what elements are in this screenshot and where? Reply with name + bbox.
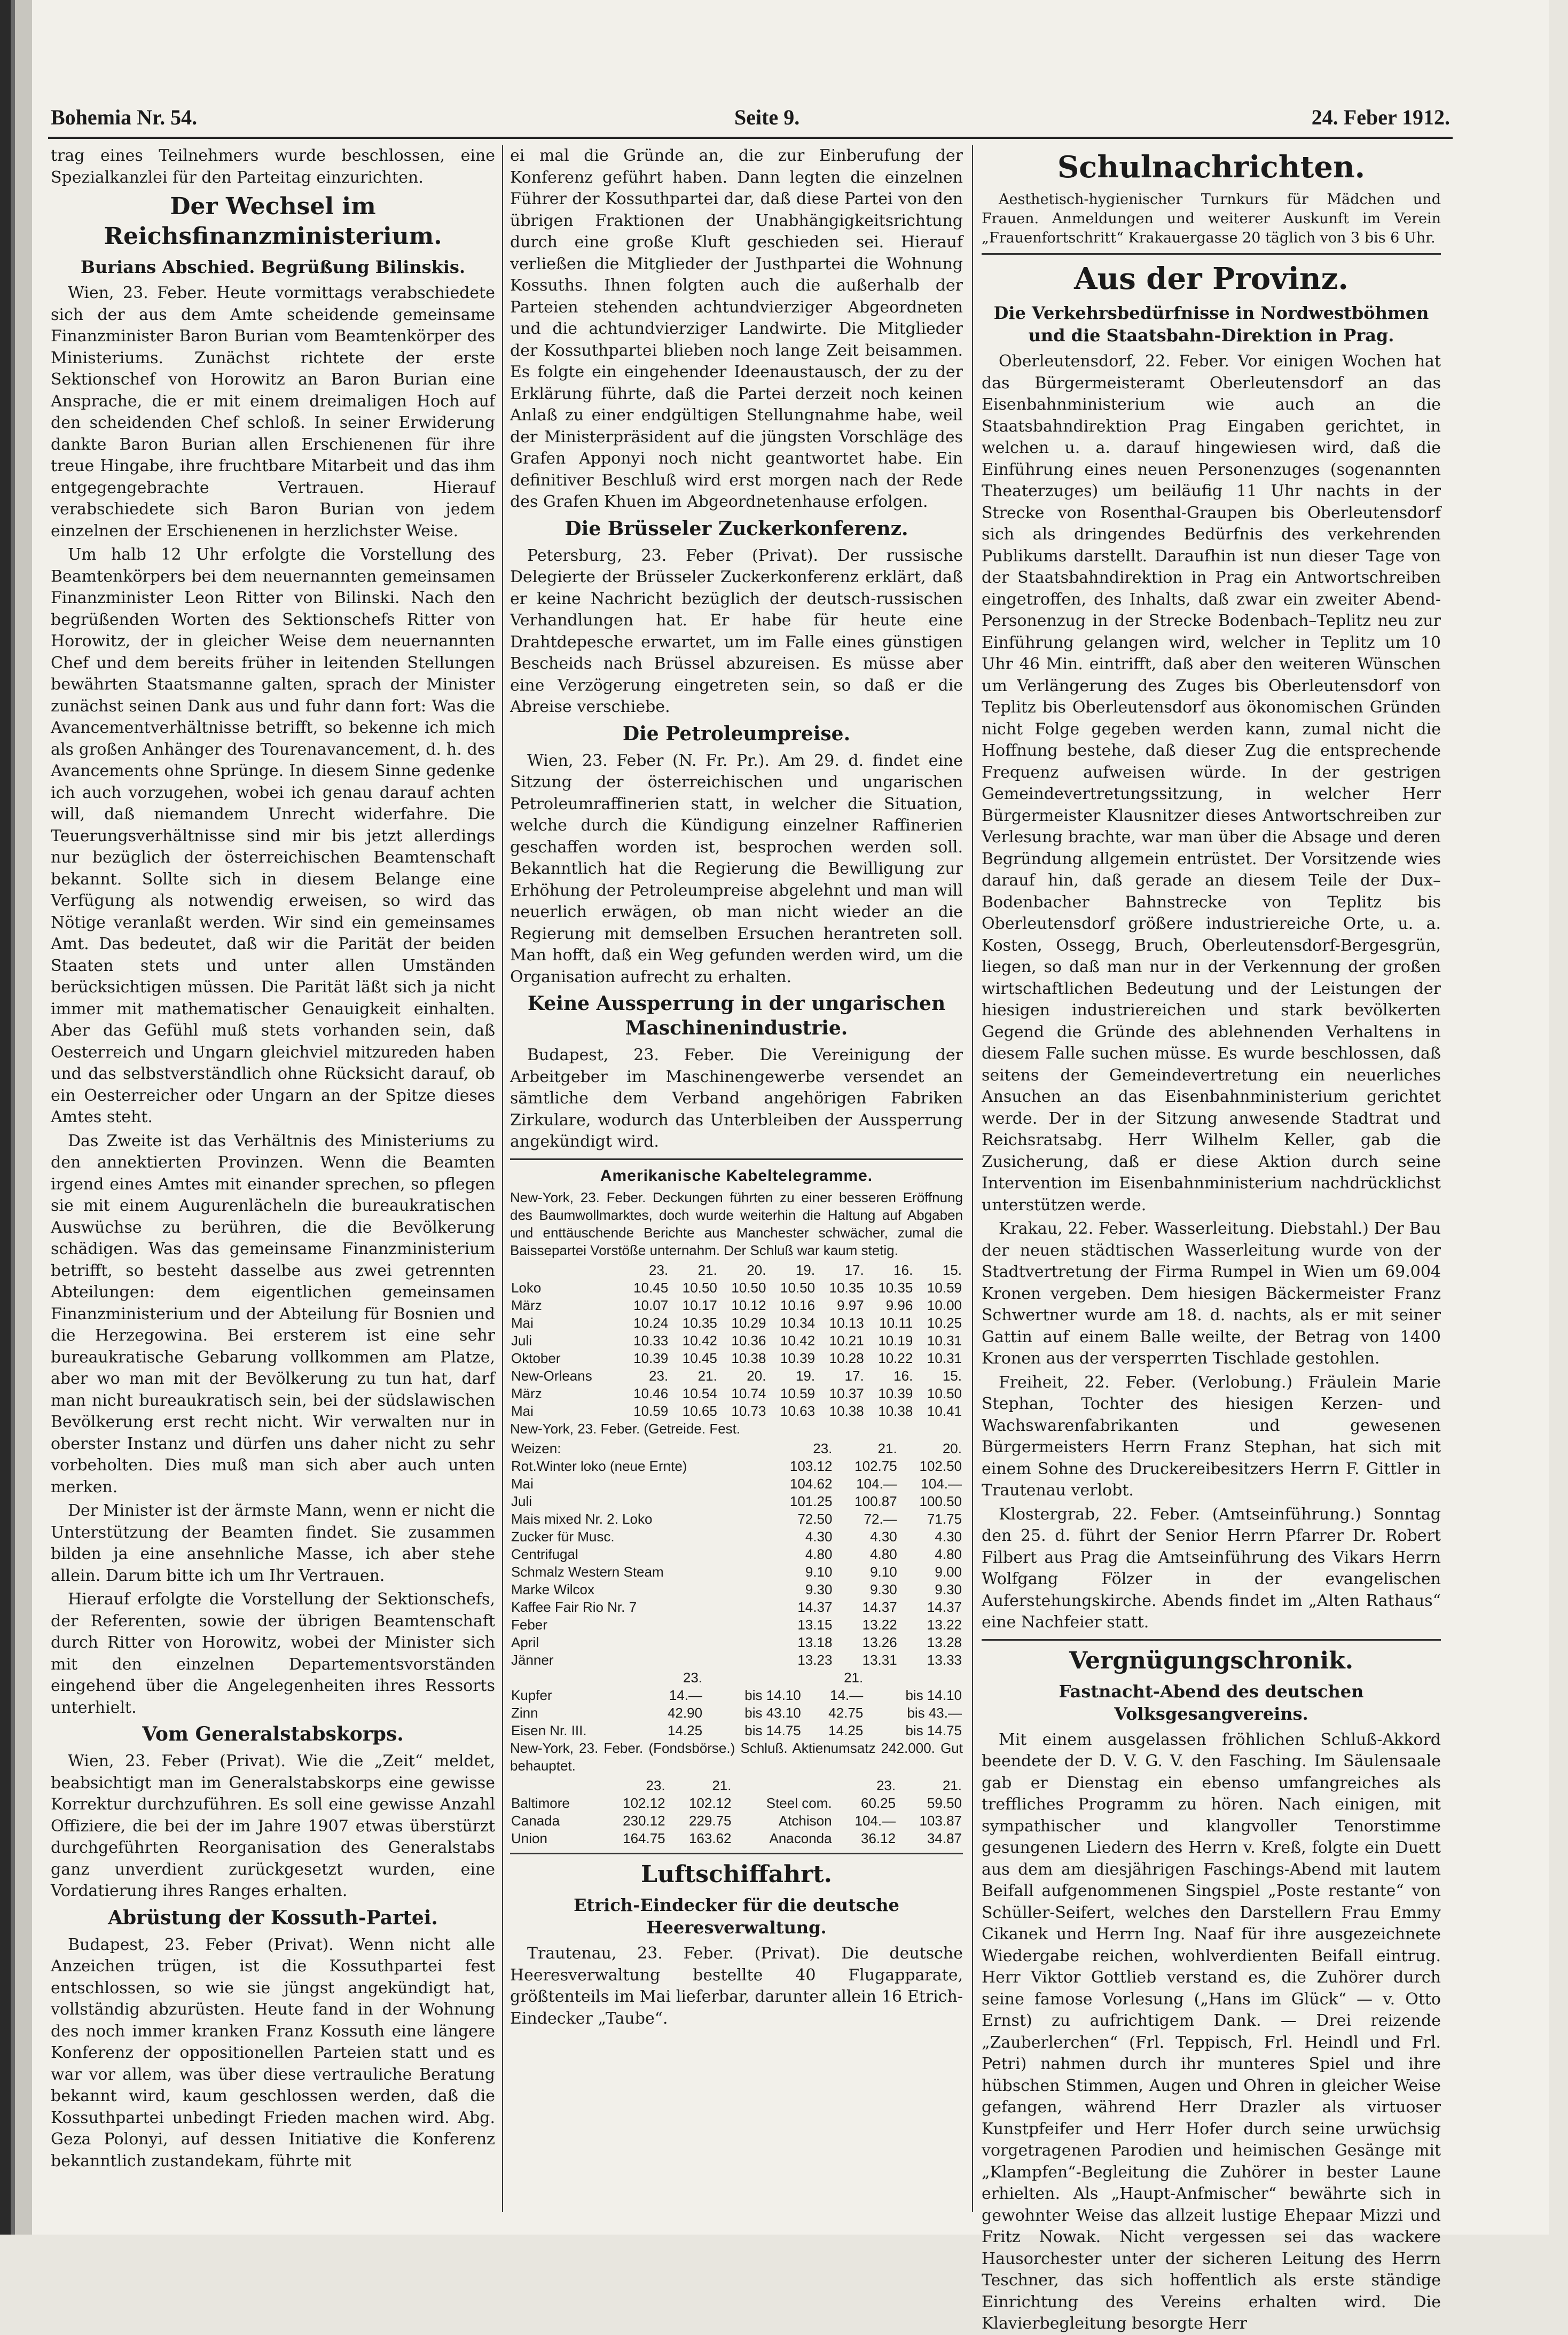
- table-cell: 10.59: [927, 1280, 962, 1296]
- table-cell: 10.45: [633, 1280, 669, 1296]
- paragraph: Das Zweite ist das Verhältnis des Ministeriums zu den annektierten Provinzen. Wenn die Beamten irgend eines Amtes mit einander sprechen, so pflegen sie mit einem Augurenlächeln die bureaukratischen Auswüchse zu berühren, die die Bevölkerung schädigen. Was das gemeinsame Finanzministerium betrifft, so besteht dasselbe aus zwei getrennten Abteilungen: dem eigentlichen gemeinsamen Finanzministerium und der Abteilung für Bosnien und die Herzegowina. Bei ersterem ist eine sehr bureaukratische Gebarung vollkommen am Platze, aber wo man mit der Bevölkerung zu tun hat, darf man nicht bureaukratisch sein, bei der südslawischen Bevölkerung erst recht nicht. Wir verwalten nur in oberster Instanz und dürfen uns daher nicht zu sehr vorbeholten. Dies muß man sich aber auch unten merken.: [51, 1131, 495, 1496]
- table-cell: Schmalz Western Steam: [511, 1564, 664, 1580]
- table-cell: Mai: [511, 1476, 534, 1492]
- table-row: [510, 1795, 963, 1812]
- table-cell: 10.46: [633, 1385, 669, 1401]
- paragraph: Aesthetisch-hygienischer Turnkurs für Mädchen und Frauen. Anmeldungen und weiterer Auskunft im Verein „Frauenfortschritt“ Krakauergasse 20 täglich von 3 bis 6 Uhr.: [982, 191, 1441, 246]
- table-header-cell: [510, 1261, 621, 1279]
- table-row: [510, 1563, 963, 1581]
- table-cell: März: [511, 1297, 542, 1313]
- table-row: [510, 1493, 963, 1510]
- table-cell: 10.24: [633, 1315, 669, 1331]
- table-header-cell: 15.: [942, 1262, 962, 1278]
- table-cell: 10.38: [731, 1350, 766, 1366]
- table-cell: Mais mixed Nr. 2. Loko: [511, 1511, 653, 1527]
- table-row: [510, 1830, 963, 1847]
- table-cell: 9.10: [870, 1564, 897, 1580]
- table-cell: 14.37: [862, 1599, 897, 1615]
- table-header-cell: 23.: [683, 1670, 703, 1686]
- table-cell: 9.97: [837, 1297, 864, 1313]
- table-header-cell: 23.: [876, 1777, 896, 1793]
- table-cell: Centrifugal: [511, 1546, 578, 1562]
- table-row: [510, 1367, 963, 1385]
- paragraph: Hierauf erfolgte die Vorstellung der Sektionschefs, der Referenten, sowie der übrigen Beamtenschaft durch Ritter von Horowitz, wobei der Minister sich mit den einzelnen Departementsvorständen eingehend über die Angelegenheiten ihres Ressorts unterhielt.: [51, 1590, 495, 1717]
- table-cell: 72.—: [864, 1511, 897, 1527]
- header-rule: [48, 137, 1453, 139]
- table-cell: 10.39: [878, 1385, 913, 1401]
- table-cell: 10.50: [682, 1280, 717, 1296]
- paragraph: Krakau, 22. Feber. Wasserleitung. Diebstahl.) Der Bau der neuen städtischen Wasserleitung wurde von der Stadtvertretung der Firma Rumpel in Wien um 69.004 Kronen vergeben. Dem hiesigen Bäckermeister Franz Schwertner wurde am 18. d. nachts, als er mit seiner Gattin auf einem Balle weilte, der Betrag von 1400 Kronen aus der versperrten Tischlade gestohlen.: [982, 1219, 1441, 1368]
- table-cell: Atchison: [778, 1813, 832, 1829]
- table-cell: 10.25: [927, 1315, 962, 1331]
- table-cell: 14.37: [927, 1599, 962, 1615]
- table-cell: Feber: [511, 1617, 547, 1633]
- table-cell: 10.74: [731, 1385, 766, 1401]
- table-cell: 10.21: [829, 1333, 864, 1349]
- table-cell: 14.—: [830, 1687, 864, 1703]
- table-cell: 103.87: [919, 1813, 962, 1829]
- table-row: [510, 1402, 963, 1420]
- table-cell: 10.59: [780, 1385, 816, 1401]
- paragraph: Um halb 12 Uhr erfolgte die Vorstellung des Beamtenkörpers bei dem neuernannten gemeinsamen Finanzminister Leon Ritter von Bilinski. Nach den begrüßenden Worten des Sektionschefs Ritter von Horowitz, der in gleicher Weise dem neuernannten Chef und dem bereits früher in leitenden Stellungen bewährten Staatsmanne galten, sprach der Minister zunächst seinen Dank aus und fuhr dann fort: Was die Avancementverhältnisse betrifft, so bekenne ich mich als großen Anhänger des Tourenavancement, d. h. des Avancements ohne Sprünge. In diesem Sinne gedenke ich auch vorzugehen, wobei ich genau darauf achten will, daß niemandem Unrecht widerfahre. Die Teuerungsverhältnisse sind mir bis jetzt allerdings nur bezüglich der österreichischen Beamtenschaft bekannt. Sollte sich in diesem Belange eine Verfügung als notwendig erweisen, so wird das Nötige veranlaßt werden. Wir sind ein gemeinsames Amt. Das bedeutet, daß wir die Parität der beiden Staaten stets und unter allen Umständen berücksichtigen müssen. Die Parität läßt sich ja nicht immer mit mathematischer Genauigkeit einhalten. Aber das Gefühl muß stets vorhanden sein, daß Oesterreich und Ungarn gleichviel mitzureden haben und das selbstverständlich ohne Rücksicht darauf, ob ein Oesterreicher oder Ungarn an der Spitze dieses Amtes steht.: [51, 545, 495, 1126]
- table-header-cell: [510, 1777, 600, 1795]
- table-cell: 104.—: [856, 1476, 897, 1492]
- table-cell: 10.50: [731, 1280, 766, 1296]
- table-row: [510, 1528, 963, 1546]
- table-row: [510, 1599, 963, 1616]
- paragraph: Petersburg, 23. Feber (Privat). Der russische Delegierte der Brüsseler Zuckerkonferenz erklärt, daß er keine Nachricht bezüglich der deutsch-russischen Verhandlungen hat. Er habe für heute eine Drahtdepesche erwartet, um im Falle eines günstigen Bescheids nach Brüssel abzureisen. Es müsse aber eine Verzögerung eingetreten sein, so daß er die Abreise verschiebe.: [510, 546, 963, 716]
- paragraph: Wien, 23. Feber (N. Fr. Pr.). Am 29. d. findet eine Sitzung der österreichischen und ungarischen Petroleumraffinerien statt, in welcher die Situation, welche durch die Kündigung einzelner Raffinerien geschaffen worden ist, besprochen werden soll. Bekanntlich hat die Regierung die Bewilligung zur Erhöhung der Petroleumpreise abgelehnt und man will neuerlich erwägen, ob man nicht wieder an die Regierung mit demselben Ersuchen herantreten soll. Man hofft, daß ein Weg gefunden werden wird, um die Organisation aufrecht zu erhalten.: [510, 751, 963, 986]
- table-cell: bis 43.10: [744, 1705, 801, 1721]
- table-cell: 10.33: [633, 1333, 669, 1349]
- table-cell: Marke Wilcox: [511, 1581, 595, 1597]
- subheadline: Etrich-Eindecker für die deutsche Heeresverwaltung.: [574, 1895, 899, 1938]
- table-cell: 10.35: [829, 1280, 864, 1296]
- table-cell: 104.—: [854, 1813, 896, 1829]
- table-cell: 15.: [942, 1368, 962, 1384]
- table-cell: 42.75: [828, 1705, 864, 1721]
- table-header-cell: 23.: [649, 1262, 669, 1278]
- table-cell: 10.50: [927, 1385, 962, 1401]
- subheadline: Fastnacht-Abend des deutschen Volksgesangvereins.: [1059, 1681, 1364, 1724]
- table-cell: 10.65: [682, 1403, 717, 1419]
- stock-report-heading: New-York, 23. Feber. (Fondsbörse.) Schluß. Aktienumsatz 242.000. Gut behauptet.: [510, 1740, 963, 1774]
- headline-finance-ministry: Der Wechsel im Reichsfinanzministerium.: [104, 193, 442, 250]
- table-cell: 4.80: [870, 1546, 897, 1562]
- table-cell: 10.45: [682, 1350, 717, 1366]
- table-cell: 4.80: [805, 1546, 833, 1562]
- table-cell: Steel com.: [766, 1795, 832, 1811]
- table-cell: Baltimore: [511, 1795, 570, 1811]
- table-row: [510, 1510, 963, 1528]
- table-cell: Kupfer: [511, 1687, 552, 1703]
- table-cell: Oktober: [511, 1350, 561, 1366]
- table-row: [510, 1634, 963, 1651]
- table-cell: Mai: [511, 1403, 534, 1419]
- table-cell: 10.00: [927, 1297, 962, 1313]
- table-cell: 13.15: [797, 1617, 833, 1633]
- table-cell: 10.39: [780, 1350, 816, 1366]
- headline-aviation: Luftschiffahrt.: [641, 1861, 832, 1888]
- column-divider: [502, 145, 503, 2212]
- table-cell: 10.41: [927, 1403, 962, 1419]
- headline-entertainment: Vergnügungschronik.: [1069, 1647, 1354, 1674]
- table-cell: 34.87: [927, 1830, 962, 1846]
- section-rule: [510, 1853, 963, 1854]
- table-cell: 163.62: [688, 1830, 732, 1846]
- table-row: [510, 1546, 963, 1563]
- section-rule: [982, 253, 1441, 255]
- paragraph: Budapest, 23. Feber (Privat). Wenn nicht alle Anzeichen trügen, ist die Kossuthpartei fest entschlossen, so wie sie jüngst angekündigt hat, vollständig abzurüsten. Heute fand in der Wohnung des noch immer kranken Franz Kossuth eine längere Konferenz der oppositionellen Parteien statt und es war vor allem, was über diese vertrauliche Beratung bekannt wird, kaum geschlossen werden, daß die Kossuthpartei unbedingt Frieden machen wird. Abg. Geza Polonyi, auf dessen Initiative die Konferenz bekanntlich zustandekam, führte mit: [51, 1935, 495, 2171]
- table-cell: Kaffee Fair Rio Nr. 7: [511, 1599, 637, 1615]
- table-cell: 104.62: [789, 1476, 833, 1492]
- table-cell: 23.: [649, 1368, 669, 1384]
- table-cell: 10.13: [829, 1315, 864, 1331]
- column-3: [982, 145, 1441, 2333]
- table-cell: März: [511, 1385, 542, 1401]
- table-cell: 10.35: [878, 1280, 913, 1296]
- table-cell: 9.30: [935, 1581, 962, 1597]
- table-cell: 4.80: [935, 1546, 962, 1562]
- table-header-cell: [510, 1669, 641, 1687]
- table-cell: 102.50: [919, 1458, 962, 1474]
- table-row: [510, 1704, 963, 1722]
- table-cell: 164.75: [623, 1830, 665, 1846]
- headline-petroleum-prices: Die Petroleumpreise.: [622, 722, 851, 745]
- headline-machine-industry: Keine Aussperrung in der ungarischen Maschinenindustrie.: [527, 992, 946, 1039]
- table-cell: 42.90: [667, 1705, 703, 1721]
- table-cell: 10.12: [731, 1297, 766, 1313]
- table-cell: 71.75: [927, 1511, 962, 1527]
- table-cell: 10.35: [682, 1315, 717, 1331]
- table-cell: 10.28: [829, 1350, 864, 1366]
- table-cell: 10.31: [927, 1333, 962, 1349]
- table-cell: 10.29: [731, 1315, 766, 1331]
- table-cell: Jänner: [511, 1652, 554, 1668]
- headline-kossuth-party: Abrüstung der Kossuth-Partei.: [108, 1906, 438, 1929]
- headline-general-staff: Vom Generalstabskorps.: [142, 1723, 404, 1745]
- paragraph: Budapest, 23. Feber. Die Vereinigung der Arbeitgeber im Maschinengewerbe versendet an sämtliche dem Verband angehörigen Fabriken Zirkulare, wodurch das Unterbleiben der Aussperrung angekündigt wird.: [510, 1046, 963, 1151]
- table-cell: 102.75: [854, 1458, 897, 1474]
- scan-binding-edge: [0, 0, 32, 2235]
- table-cell: 10.17: [682, 1297, 717, 1313]
- paragraph: Trautenau, 23. Feber. (Privat). Die deutsche Heeresverwaltung bestellte 40 Flugapparate, größtenteils im Mai lieferbar, darunter allein 16 Etrich-Eindecker „Taube“.: [510, 1944, 963, 2028]
- table-cell: Union: [511, 1830, 547, 1846]
- table-cell: 10.16: [780, 1297, 816, 1313]
- table-cell: 10.73: [731, 1403, 766, 1419]
- table-cell: Zucker für Musc.: [511, 1529, 615, 1545]
- table-row: [510, 1616, 963, 1634]
- table-header-cell: 20.: [747, 1262, 766, 1278]
- subheadline: Burians Abschied. Begrüßung Bilinskis.: [80, 257, 466, 277]
- market-report-title: Amerikanische Kabeltelegramme.: [600, 1166, 873, 1185]
- table-cell: 101.25: [789, 1493, 833, 1509]
- metal-price-table: [510, 1669, 963, 1740]
- table-cell: 9.96: [885, 1297, 913, 1313]
- table-cell: 10.50: [780, 1280, 816, 1296]
- grain-price-table: [510, 1440, 963, 1669]
- table-header-cell: Weizen:: [511, 1440, 561, 1456]
- grain-report-heading: New-York, 23. Feber. (Getreide. Fest.: [510, 1421, 741, 1437]
- table-cell: 10.31: [927, 1350, 962, 1366]
- table-row: [510, 1350, 963, 1367]
- table-cell: 10.22: [878, 1350, 913, 1366]
- article-continuation: trag eines Teilnehmers wurde beschlossen, eine Spezialkanzlei für den Parteitag einzurichten.: [51, 146, 495, 187]
- page-header: [51, 96, 1450, 134]
- table-cell: 10.37: [829, 1385, 864, 1401]
- table-cell: 100.87: [854, 1493, 897, 1509]
- table-cell: 10.38: [878, 1403, 913, 1419]
- table-cell: 10.34: [780, 1315, 816, 1331]
- table-cell: 102.12: [688, 1795, 732, 1811]
- column-divider: [972, 145, 973, 2212]
- table-cell: 10.07: [633, 1297, 669, 1313]
- stock-price-table: [510, 1777, 963, 1847]
- table-row: [510, 1581, 963, 1599]
- table-cell: 104.—: [921, 1476, 962, 1492]
- table-cell: Mai: [511, 1315, 534, 1331]
- table-cell: 10.39: [633, 1350, 669, 1366]
- table-row: [510, 1722, 963, 1740]
- table-cell: 230.12: [623, 1813, 665, 1829]
- section-rule: [510, 1158, 963, 1160]
- table-cell: 4.30: [870, 1529, 897, 1545]
- table-cell: bis 14.75: [905, 1722, 962, 1738]
- table-header-cell: 16.: [893, 1262, 913, 1278]
- table-cell: 10.59: [633, 1403, 669, 1419]
- table-cell: 100.50: [919, 1493, 962, 1509]
- table-cell: 10.42: [682, 1333, 717, 1349]
- table-header-cell: 21.: [942, 1777, 962, 1793]
- table-row: [510, 1297, 963, 1314]
- table-header-cell: 23.: [813, 1440, 833, 1456]
- table-cell: New-Orleans: [511, 1368, 592, 1384]
- table-cell: 10.54: [682, 1385, 717, 1401]
- paragraph: Der Minister ist der ärmste Mann, wenn er nicht die Unterstützung der Beamten findet. Sie zusammen bilden ja eine ansehnliche Masse, ich aber stehe allein. Darum bitte ich um Ihr Vertrauen.: [51, 1501, 495, 1585]
- table-cell: bis 43.—: [907, 1705, 962, 1721]
- market-report-intro: New-York, 23. Feber. Deckungen führten zu einer besseren Eröffnung des Baumwollmarktes, doch wurde weiterhin die Haltung auf Abgaben und enttäuschende Berichte aus Manchester schwächer, zumal die Baissepartei Vorstöße unternahm. Der Schluß war kaum stetig.: [510, 1189, 963, 1258]
- column-2: [510, 145, 963, 2212]
- table-cell: 229.75: [688, 1813, 732, 1829]
- paragraph: Mit einem ausgelassen fröhlichen Schluß-Akkord beendete der D. V. G. V. den Fasching. Im Säulensaale gab er Dienstag ein ebenso umfangreiches als treffliches Programm zu hören. Nach einigen, mit sympathischer und klangvoller Tenorstimme gesungenen Liedern des Herrn v. Kreß, folgte ein Duett aus dem am diesjährigen Faschings-Abend mit lautem Beifall aufgenommenen Singspiel „Poste restante“ von Schüller-Seifert, welches den Darstellern Frau Emmy Cikanek und Herrn Ing. Naaf für ihre ausgezeichnete Wiedergabe reichen, wohlverdienten Beifall eintrug. Herr Viktor Gottlieb verstand es, die Zuhörer durch seine famose Vorlesung („Hans im Glück“ — v. Otto Ernst) zu aufrichtigem Dank. — Drei reizende „Zauberlerchen“ (Frl. Teppisch, Frl. Heindl und Frl. Petri) nahmen durch ihr munteres Spiel und ihre hübschen Stimmen, Augen und Ohren in gleicher Weise gefangen, während Herr Drazler als virtuoser Kunstpfeifer und Herr Hofer durch seine urwüchsig vorgetragenen Parodien und heimischen Gesänge mit „Klampfen“-Begleitung die Zuhörer in bester Laune erhielten. Als „Haupt-Anfmischer“ bewährte sich in gewohnter Weise das allzeit lustige Ehepaar Mizzi und Fritz Nowak. Nicht vergessen sei das wackere Hausorchester unter der sicheren Leitung des Herrn Teschner, das sich hoffentlich als erste ständige Einrichtung des Vereins erhalten wird. Die Klavierbegleitung besorgte Herr: [982, 1730, 1441, 2333]
- article-continuation: ei mal die Gründe an, die zur Einberufung der Konferenz geführt haben. Dann legten die einzelnen Führer der Kossuthpartei dar, daß diese Partei von den übrigen Fraktionen der Unabhängigkeitsrichtung durch eine große Kluft geschieden sei. Hierauf verließen die Mitglieder der Justhpartei die Wohnung Kossuths. Ihnen folgten auch die außerhalb der Parteien stehenden achtundvierziger Abgeordneten und die achtundvierziger Landwirte. Die Mitglieder der Kossuthpartei blieben noch lange Zeit beisammen. Es folgte ein eingehender Ideenaustausch, der zu der Erklärung führte, daß die Partei derzeit noch keinen Anlaß zu einer endgültigen Stellungnahme habe, weil der Ministerpräsident auf die jüngsten Vorschläge des Grafen Apponyi noch nicht geantwortet habe. Ein definitiver Beschluß wird erst morgen nach der Rede des Grafen Khuen im Abgeordnetenhause erfolgen.: [510, 146, 963, 511]
- table-cell: 60.25: [861, 1795, 896, 1811]
- table-row: [510, 1332, 963, 1350]
- table-header-cell: 19.: [795, 1262, 816, 1278]
- table-row: [510, 1458, 963, 1475]
- subheadline: Die Verkehrsbedürfnisse in Nordwestböhmen und die Staatsbahn-Direktion in Prag.: [993, 303, 1429, 346]
- header-date: 24. Feber 1912.: [1311, 105, 1450, 129]
- table-cell: 14.25: [828, 1722, 864, 1738]
- table-cell: 10.36: [731, 1333, 766, 1349]
- section-rule: [982, 1639, 1441, 1641]
- table-header-cell: [864, 1669, 963, 1687]
- table-cell: 19.: [795, 1368, 816, 1384]
- table-cell: Zinn: [511, 1705, 538, 1721]
- table-row: [510, 1385, 963, 1402]
- paragraph: Freiheit, 22. Feber. (Verlobung.) Fräulein Marie Stephan, Tochter des hiesigen Kerzen- und Wachswarenfabrikanten und gewesenen Bürgermeisters Herrn Franz Stephan, hat sich mit einem Sohne des Druckereibesitzers Herrn F. Gittler in Trautenau verlobt.: [982, 1373, 1441, 1500]
- column-1: [51, 145, 495, 2212]
- table-cell: bis 14.10: [905, 1687, 962, 1703]
- table-cell: 4.30: [935, 1529, 962, 1545]
- table-cell: Eisen Nr. III.: [511, 1722, 587, 1738]
- header-page-number: Seite 9.: [734, 105, 800, 129]
- table-cell: bis 14.10: [744, 1687, 801, 1703]
- table-row: [510, 1314, 963, 1332]
- headline-province: Aus der Provinz.: [1074, 261, 1349, 296]
- table-cell: 103.12: [789, 1458, 833, 1474]
- table-cell: 72.50: [797, 1511, 833, 1527]
- table-header-cell: [733, 1777, 833, 1795]
- table-cell: 4.30: [805, 1529, 833, 1545]
- table-header-cell: 20.: [942, 1440, 962, 1456]
- paragraph: Wien, 23. Feber. Heute vormittags verabschiedete sich der aus dem Amte scheidende gemeinsame Finanzminister Baron Burian vom Beamtenkörper des Ministeriums. Zunächst richtete der erste Sektionschef von Horowitz an Baron Burian eine Ansprache, die er mit einem dreimaligen Hoch auf den scheidenden Chef schloß. In seiner Erwiderung dankte Baron Burian allen Erschienenen für ihre treue Hingabe, ihre fruchtbare Mitarbeit und das ihm entgegengebrachte Vertrauen. Hierauf verabschiedete sich Baron Burian von jedem einzelnen der Erschienenen in herzlichster Weise.: [51, 284, 495, 540]
- table-cell: 9.10: [805, 1564, 833, 1580]
- table-header-cell: 21.: [844, 1670, 864, 1686]
- table-cell: 13.33: [927, 1652, 962, 1668]
- table-cell: 14.—: [669, 1687, 703, 1703]
- table-cell: 13.22: [862, 1617, 897, 1633]
- headline-school-news: Schulnachrichten.: [1057, 150, 1366, 185]
- table-cell: Loko: [511, 1280, 542, 1296]
- table-cell: 16.: [893, 1368, 913, 1384]
- table-cell: Rot.Winter loko (neue Ernte): [511, 1458, 687, 1474]
- paragraph: Oberleutensdorf, 22. Feber. Vor einigen Wochen hat das Bürgermeisteramt Oberleutensdorf an das Eisenbahnministerium wie auch an die Staatsbahndirektion Prag Eingaben gerichtet, in welchen u. a. darauf hingewiesen wird, daß die Einführung eines neuen Personenzuges (sogenannten Theaterzuges) um beiläufig 11 Uhr nachts in der Strecke von Rosenthal-Graupen bis Oberleutensdorf sich als dringendes Bedürfnis des verkehrenden Publikums darstellt. Daraufhin ist nun dieser Tage von der Staatsbahndirektion in Prag ein Antwortschreiben eingetroffen, des Inhalts, daß zwar ein zweiter Abend-Personenzug in der Strecke Bodenbach–Teplitz neu zur Einführung gelangen wird, welcher in Teplitz um 10 Uhr 46 Min. eintrifft, daß aber den weiteren Wünschen um Verlängerung des Zuges bis Oberleutensdorf von Teplitz bis Oberleutensdorf aus ökonomischen Gründen nicht Folge gegeben werden kann, zumal nicht die Hoffnung bestehe, daß dieser Zug die entsprechende Frequenz aufweisen würde. In der gestrigen Gemeindevertretungssitzung, in welcher Herr Bürgermeister Klausnitzer dieses Antwortschreiben zur Verlesung brachte, war man über die Absage und deren Begründung allgemein entrüstet. Der Vorsitzende wies darauf hin, daß gerade an diesem Teile der Dux–Bodenbacher Bahnstrecke von Teplitz bis Oberleutensdorf größere industriereiche Orte, u. a. Kosten, Ossegg, Bruch, Oberleutensdorf-Bergesgrün, liegen, so daß man nur in der Verkennung der großen wirtschaftlichen Bedeutung und der Leistungen der hiesigen industriereichen und stark bevölkerten Gegend die Gründe des ablehnenden Verhaltens in diesem Falle suchen müsse. Es wurde beschlossen, daß seitens der Gemeindevertretung ein neuerliches Ansuchen an das Eisenbahnministerium gerichtet werde. Der in der Sitzung anwesende Stadtrat und Reichsratsabg. Herr Wilhelm Keller, gab die Zusicherung, daß er diese Aktion durch seine Intervention im Eisenbahnministerium nachdrücklichst unterstützen werde.: [982, 352, 1441, 1214]
- table-row: [510, 1687, 963, 1704]
- table-cell: 10.19: [878, 1333, 913, 1349]
- table-row: [510, 1812, 963, 1830]
- table-row: [510, 1279, 963, 1297]
- table-cell: 14.25: [667, 1722, 703, 1738]
- table-cell: 9.30: [805, 1581, 833, 1597]
- table-cell: 59.50: [927, 1795, 962, 1811]
- table-cell: 14.37: [797, 1599, 833, 1615]
- table-cell: 102.12: [623, 1795, 665, 1811]
- table-cell: April: [511, 1634, 539, 1650]
- table-row: [510, 1475, 963, 1493]
- table-cell: Juli: [511, 1493, 532, 1509]
- table-header-cell: 23.: [646, 1777, 665, 1793]
- table-cell: 21.: [697, 1368, 717, 1384]
- table-header-cell: [703, 1669, 802, 1687]
- table-cell: 10.63: [780, 1403, 816, 1419]
- table-cell: 13.28: [927, 1634, 962, 1650]
- table-cell: bis 14.75: [744, 1722, 801, 1738]
- header-issue: Bohemia Nr. 54.: [51, 105, 198, 129]
- paragraph: Wien, 23. Feber (Privat). Wie die „Zeit“ meldet, beabsichtigt man im Generalstabskorps eine gewisse Korrektur durchzuführen. Es soll eine gewisse Anzahl Offiziere, die bei der im Jahre 1907 etwas überstürzt durchgeführten Reorganisation des Generalstabs ganz unverdient zurückgesetzt wurden, eine Vordatierung ihres Ranges erhalten.: [51, 1752, 495, 1900]
- table-cell: Canada: [511, 1813, 560, 1829]
- table-cell: Juli: [511, 1333, 532, 1349]
- table-cell: 13.26: [862, 1634, 897, 1650]
- headline-sugar-conference: Die Brüsseler Zuckerkonferenz.: [565, 517, 908, 540]
- cotton-price-table: [510, 1261, 963, 1420]
- table-cell: 10.38: [829, 1403, 864, 1419]
- table-cell: 36.12: [861, 1830, 896, 1846]
- table-cell: 13.23: [797, 1652, 833, 1668]
- table-header-cell: 21.: [712, 1777, 732, 1793]
- table-cell: 9.30: [870, 1581, 897, 1597]
- table-cell: 10.11: [879, 1315, 913, 1331]
- table-header-cell: 21.: [697, 1262, 717, 1278]
- table-cell: 20.: [747, 1368, 766, 1384]
- table-cell: 9.00: [935, 1564, 962, 1580]
- table-cell: 13.31: [862, 1652, 897, 1668]
- table-cell: 10.42: [780, 1333, 816, 1349]
- table-header-cell: 21.: [877, 1440, 897, 1456]
- table-header-cell: 17.: [844, 1262, 864, 1278]
- table-cell: 17.: [844, 1368, 864, 1384]
- table-cell: Anaconda: [769, 1830, 832, 1846]
- table-cell: 13.18: [797, 1634, 833, 1650]
- paragraph: Klostergrab, 22. Feber. (Amtseinführung.) Sonntag den 25. d. führt der Senior Herrn Pfarrer Dr. Robert Filbert aus Prag die Amtseinführung des Vikars Herrn Wolfgang Fölzer in der evangelischen Auferstehungskirche. Abends findet im „Alten Rathaus“ eine Nachfeier statt.: [982, 1505, 1441, 1632]
- table-row: [510, 1651, 963, 1669]
- table-cell: 13.22: [927, 1617, 962, 1633]
